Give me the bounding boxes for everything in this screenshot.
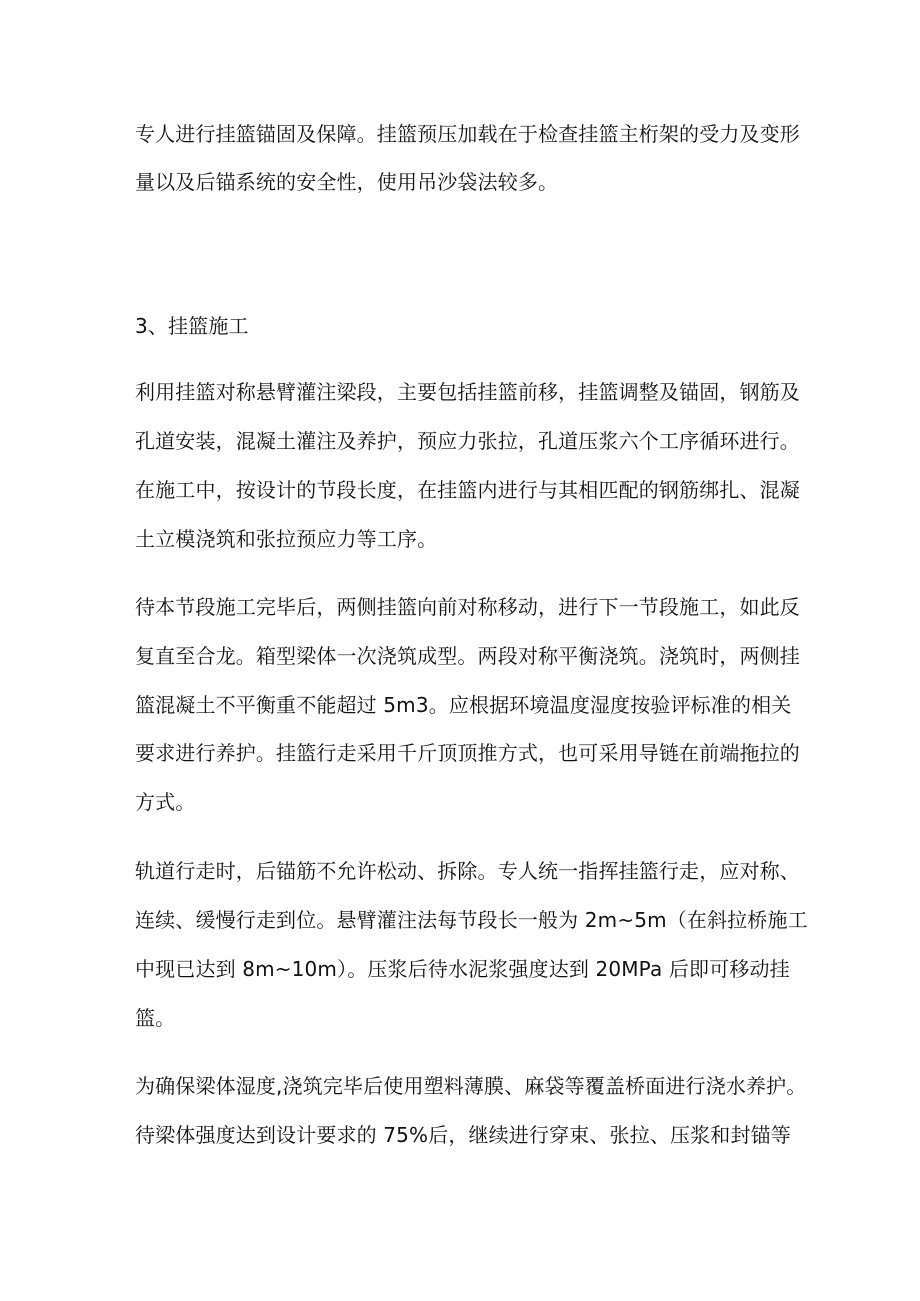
paragraph-line: 量以及后锚系统的安全性，使用吊沙袋法较多。 [135, 170, 559, 194]
paragraph-line: 孔道安装，混凝土灌注及养护，预应力张拉，孔道压浆六个工序循环进行。 [135, 429, 800, 453]
paragraph-line: 为确保梁体湿度,浇筑完毕后使用塑料薄膜、麻袋等覆盖桥面进行浇水养护。 [135, 1074, 807, 1098]
paragraph-line: 利用挂篮对称悬臂灌注梁段，主要包括挂篮前移，挂篮调整及锚固，钢筋及 [135, 380, 800, 404]
paragraph-line: 待本节段施工完毕后，两侧挂篮向前对称移动，进行下一节段施工，如此反 [135, 595, 800, 619]
paragraph-line: 在施工中，按设计的节段长度，在挂篮内进行与其相匹配的钢筋绑扎、混凝 [135, 478, 800, 502]
section-heading: 3、挂篮施工 [135, 314, 249, 338]
paragraph-line: 土立模浇筑和张拉预应力等工序。 [135, 527, 438, 551]
paragraph-line: 连续、缓慢行走到位。悬臂灌注法每节段长一般为 2m~5m（在斜拉桥施工 [135, 908, 808, 932]
paragraph-line: 方式。 [135, 790, 196, 814]
paragraph-line: 复直至合龙。箱型梁体一次浇筑成型。两段对称平衡浇筑。浇筑时，两侧挂 [135, 644, 800, 668]
paragraph-line: 中现已达到 8m~10m）。压浆后待水泥浆强度达到 20MPa 后即可移动挂 [135, 957, 790, 981]
paragraph-line: 待梁体强度达到设计要求的 75%后，继续进行穿束、张拉、压浆和封锚等 [135, 1123, 791, 1147]
paragraph-line: 轨道行走时，后锚筋不允许松动、拆除。专人统一指挥挂篮行走，应对称、 [135, 859, 800, 883]
paragraph-line: 篮。 [135, 1006, 176, 1030]
paragraph-line: 专人进行挂篮锚固及保障。挂篮预压加载在于检查挂篮主桁架的受力及变形 [135, 122, 800, 146]
paragraph-line: 要求进行养护。挂篮行走采用千斤顶顶推方式，也可采用导链在前端拖拉的 [135, 741, 800, 765]
paragraph-line: 篮混凝土不平衡重不能超过 5m3。应根据环境温度湿度按验评标准的相关 [135, 693, 792, 717]
